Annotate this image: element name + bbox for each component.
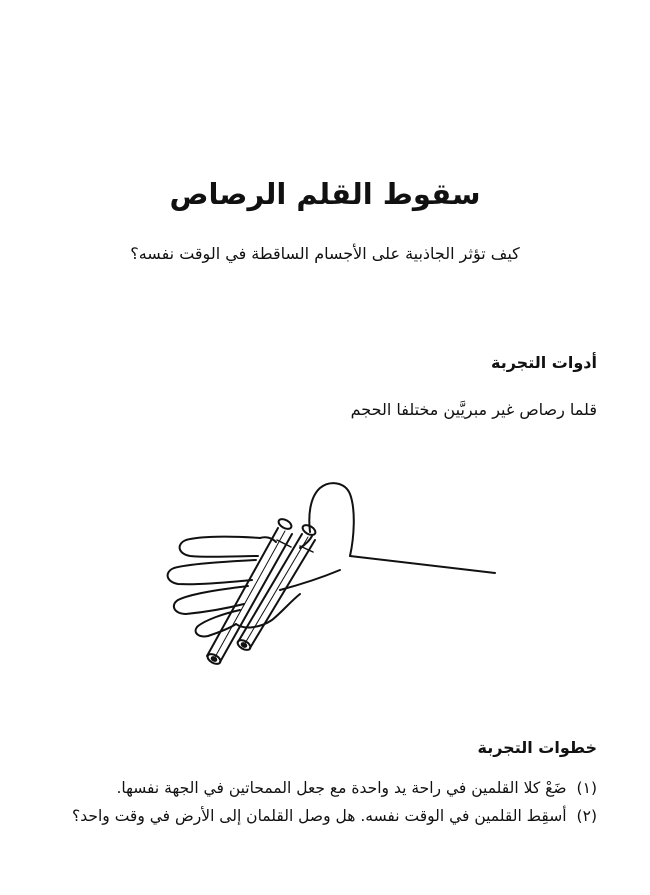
- materials-text: قلما رصاص غير مبريَّين مختلفا الحجم: [350, 400, 597, 419]
- step-text: أسقِط القلمين في الوقت نفسه. هل وصل القلمان إلى الأرض في وقت واحد؟: [72, 807, 567, 825]
- step-number: (٢): [576, 807, 597, 825]
- step-item: [72, 802, 597, 830]
- step-number: (١): [576, 779, 597, 797]
- page-subtitle: كيف تؤثر الجاذبية على الأجسام الساقطة في الوقت نفسه؟: [130, 244, 520, 263]
- steps-list: [72, 774, 597, 830]
- materials-heading: أدوات التجربة: [491, 353, 597, 372]
- hand-drawing: [168, 483, 495, 636]
- page-title: سقوط القلم الرصاص: [169, 177, 481, 211]
- hand-holding-pencils-illustration: [160, 470, 505, 675]
- step-item: [72, 774, 597, 802]
- steps-heading: خطوات التجربة: [477, 738, 597, 757]
- step-text: ضَعْ كلا القلمين في راحة يد واحدة مع جعل الممحاتين في الجهة نفسها.: [116, 779, 567, 797]
